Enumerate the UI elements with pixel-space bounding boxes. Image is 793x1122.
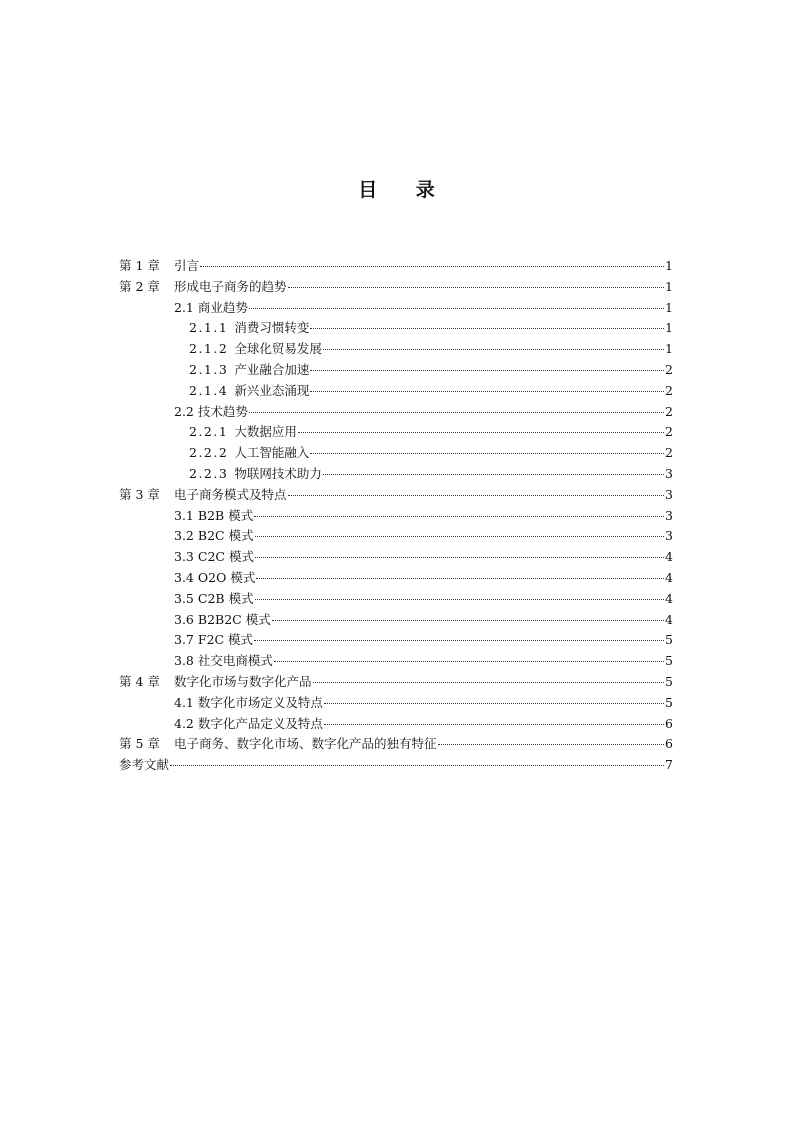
dot-leader [310,391,664,392]
toc-entry-label [174,651,273,672]
toc-entry-title: 电子商务模式及特点 [174,486,287,502]
toc-entry-page-number: 5 [665,632,673,648]
toc-entry-title: 数字化产品定义及特点 [197,715,323,731]
toc-entry-label [174,693,323,714]
toc-entry-label [174,506,253,527]
toc-entry-label [174,630,253,651]
toc-entry-page-number: 2 [665,445,673,461]
toc-entry[interactable] [119,464,673,485]
toc-entry[interactable] [119,277,673,298]
dot-leader [254,640,664,641]
toc-entry-number: 3.1 [174,507,194,523]
toc-entry-page-number: 1 [665,299,673,315]
toc-entry-label [189,318,309,339]
toc-entry-label [189,443,309,464]
toc-entry[interactable] [119,339,673,360]
toc-entry[interactable] [119,381,673,402]
dot-leader [170,765,664,766]
dot-leader [255,599,664,600]
toc-entry-title: 参考文献 [119,757,170,773]
toc-entry[interactable] [119,443,673,464]
toc-entry[interactable] [119,610,673,631]
toc-entry[interactable] [119,547,673,568]
dot-leader [274,661,664,662]
toc-entry-label [189,339,322,360]
toc-entry-label [189,381,309,402]
toc-entry[interactable] [119,526,673,547]
toc-entry-number: 3.8 [174,653,194,669]
toc-entry[interactable] [119,693,673,714]
toc-entry-number: 2.1 [174,299,194,315]
toc-entry-number: 3.6 [174,611,194,627]
dot-leader [323,474,664,475]
toc-entry[interactable] [119,568,673,589]
toc-entry-page-number: 3 [665,507,673,523]
toc-entry-number: 第 2 章 [119,278,160,294]
toc-entry[interactable] [119,672,673,693]
toc-entry-page-number: 3 [665,465,673,481]
toc-entry-title: 电子商务、数字化市场、数字化产品的独有特征 [174,736,437,752]
toc-entry-page-number: 4 [665,549,673,565]
toc-entry[interactable] [119,256,673,277]
toc-entry[interactable] [119,422,673,443]
toc-entry-title: 产业融合加速 [234,361,310,377]
toc-entry-page-number: 4 [665,569,673,585]
toc-entry-title: 数字化市场定义及特点 [197,694,323,710]
toc-entry-page-number: 4 [665,590,673,606]
dot-leader [249,412,664,413]
toc-entry-page-number: 5 [665,673,673,689]
toc-entry-title: 社交电商模式 [197,653,273,669]
dot-leader [323,349,664,350]
toc-entry-label [119,755,169,776]
dot-leader [313,682,665,683]
dot-leader [255,536,664,537]
toc-entry-page-number: 5 [665,653,673,669]
toc-entry-number: 2.2.3 [189,465,229,481]
toc-entry-number: 3.7 [174,632,194,648]
toc-entry-title: 物联网技术助力 [234,465,322,481]
dot-leader [249,308,664,309]
toc-entry-page-number: 6 [665,715,673,731]
dot-leader [272,620,664,621]
toc-entry-number: 第 1 章 [119,258,160,273]
toc-entry-title: C2C 模式 [197,549,254,565]
dot-leader [310,328,664,329]
toc-entry-label [119,256,199,277]
toc-entry-number: 2.1.2 [189,341,229,357]
toc-entry-number: 3.3 [174,549,194,565]
toc-entry-label [189,360,309,381]
toc-entry-page-number: 3 [665,528,673,544]
toc-entry-page-number: 1 [665,258,673,273]
toc-entry-number: 3.4 [174,569,194,585]
toc-entry-title: C2B 模式 [197,590,254,606]
dot-leader [254,516,664,517]
toc-entry-number: 第 5 章 [119,736,160,752]
toc-entry-title: F2C 模式 [197,632,254,648]
dot-leader [310,453,664,454]
toc-entry-page-number: 5 [665,694,673,710]
dot-leader [256,578,664,579]
toc-entry-title: 数字化市场与数字化产品 [174,673,312,689]
toc-entry[interactable] [119,589,673,610]
toc-entry-label [119,734,437,755]
toc-entry-label [174,589,254,610]
toc-entry-number: 4.2 [174,715,194,731]
toc-entry-page-number: 2 [665,361,673,377]
toc-entry-title: 全球化贸易发展 [234,341,322,357]
dot-leader [255,557,664,558]
toc-entry[interactable] [119,714,673,735]
toc-entry-label [174,568,255,589]
toc-entry[interactable] [119,755,673,776]
toc-entry[interactable] [119,318,673,339]
dot-leader [324,703,664,704]
toc-entry-title: B2C 模式 [197,528,254,544]
toc-entry-title: 形成电子商务的趋势 [174,278,287,294]
toc-entry[interactable] [119,485,673,506]
toc-entry-title: B2B 模式 [197,507,254,523]
toc-entry-label [119,277,287,298]
toc-entry-label [189,422,297,443]
toc-entry-page-number: 1 [665,278,673,294]
toc-entry[interactable] [119,734,673,755]
toc-entry-number: 2.2.1 [189,424,229,440]
toc-entry-number: 2.1.3 [189,361,229,377]
toc-entry-page-number: 2 [665,382,673,398]
toc-entry-title: 人工智能融入 [234,445,310,461]
toc-entry-title: 新兴业态涌现 [234,382,310,398]
toc-entry-number: 3.5 [174,590,194,606]
toc-entry-title: B2B2C 模式 [197,611,271,627]
table-of-contents [119,256,673,776]
dot-leader [200,266,664,267]
toc-entry-number: 2.2 [174,403,194,419]
toc-entry-page-number: 1 [665,320,673,336]
toc-entry-number: 2.1.4 [189,382,229,398]
dot-leader [298,432,664,433]
toc-entry-label [119,485,287,506]
toc-entry-number: 2.1.1 [189,320,229,336]
dot-leader [438,744,665,745]
toc-entry-label [174,526,254,547]
toc-entry-page-number: 6 [665,736,673,752]
toc-entry-label [189,464,322,485]
toc-entry-number: 第 4 章 [119,673,160,689]
toc-entry[interactable] [119,506,673,527]
dot-leader [288,287,665,288]
toc-entry-label [119,672,312,693]
dot-leader [324,724,664,725]
toc-entry-page-number: 1 [665,341,673,357]
toc-entry[interactable] [119,298,673,319]
toc-entry-number: 4.1 [174,694,194,710]
toc-entry-page-number: 2 [665,403,673,419]
toc-entry-label [174,610,271,631]
toc-entry-number: 3.2 [174,528,194,544]
dot-leader [288,495,665,496]
toc-entry-title: 商业趋势 [197,299,248,315]
toc-entry-number: 第 3 章 [119,486,160,502]
toc-entry-number: 2.2.2 [189,445,229,461]
toc-entry[interactable] [119,402,673,423]
toc-entry-title: 消费习惯转变 [234,320,310,336]
toc-entry-label [174,714,323,735]
toc-title: 目 录 [358,179,451,201]
toc-entry-title: 引言 [174,258,200,273]
toc-entry[interactable] [119,651,673,672]
toc-entry-page-number: 7 [665,757,673,773]
toc-entry-title: 技术趋势 [197,403,248,419]
toc-entry-page-number: 3 [665,486,673,502]
toc-entry-label [174,402,248,423]
toc-entry[interactable] [119,360,673,381]
toc-entry-label [174,298,248,319]
toc-entry-page-number: 4 [665,611,673,627]
toc-entry-page-number: 2 [665,424,673,440]
dot-leader [310,370,664,371]
toc-entry-title: O2O 模式 [197,569,256,585]
toc-entry[interactable] [119,630,673,651]
toc-entry-label [174,547,254,568]
toc-entry-title: 大数据应用 [234,424,297,440]
